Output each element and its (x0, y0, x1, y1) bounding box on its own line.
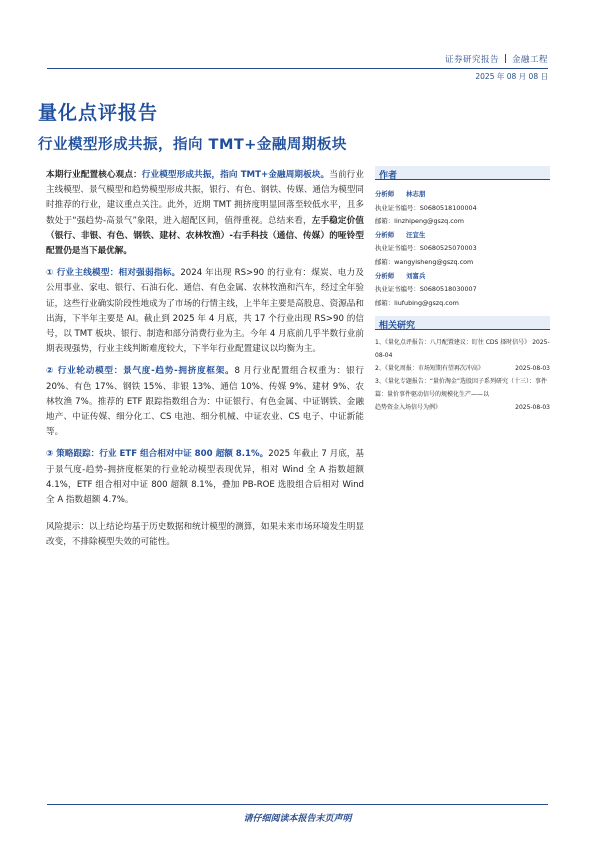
main-column (46, 168, 364, 551)
section-1-title: ① 行业主线模型：相对强弱指标。 (46, 268, 181, 279)
author-email[interactable]: wangyisheng@gszq.com (394, 257, 474, 266)
author-role: 分析师 (375, 190, 395, 198)
summary-lead: 本期行业配置核心观点： (46, 170, 142, 180)
related-date: 2025-08-04 (375, 339, 550, 360)
section-1-paragraph (46, 266, 364, 357)
section-3-paragraph (46, 447, 364, 508)
section-2-body: 8 月行业配置组合权重为：银行 20%、有色 17%、钢铁 15%、非银 13%、通信 10%、传媒 9%、建材 9%、农林牧渔 7%。推荐的 ETF 跟踪指数组合为：中证银行、有色金属、中证钢铁、金融地产、中证传媒、细分化工、CS 电池、细分机械、中证农业、CS 电子、中证新能等。 (46, 366, 365, 438)
author-email[interactable]: linzhipeng@gszq.com (394, 217, 464, 226)
related-date: 2025-08-03 (515, 404, 550, 412)
author-role: 分析师 (375, 271, 395, 280)
related-item[interactable] (375, 375, 550, 414)
section-3-title: ③ 策略跟踪：行业 ETF 组合相对中证 800 超额 8.1%。 (46, 449, 269, 460)
cert-label: 执业证书编号： (375, 244, 420, 253)
section-1-body: 2024 年出现 RS>90 的行业有：煤炭、电力及公用事业、家电、银行、石油石化、通信、有色金属、农林牧渔和汽车，经过全年验证，这些行业确实阶段性地成为了市场的行情主线，上半年主要是高股息、资源品和出海，下半年主要是 AI。截止到 2025 年 4 月底，共 17 个行业出现 RS>90 的信号，以 TMT 板块、银行、制造和部分消费行业为主。今年 4 月底前几乎半数行业前期表现强势，行业主线判断难度较大，下半年行业配置建议以均衡为主。 (46, 268, 364, 355)
email-label: 邮箱： (375, 217, 395, 226)
subcategory-text: 金融工程 (511, 55, 548, 65)
header-separator (505, 54, 506, 63)
report-date: 2025 年 08 月 08 日 (475, 72, 548, 81)
related-title: 1、《量化点评报告：八月配置建议：盯住 CDS 择时信号》 (375, 339, 531, 347)
cert-number: S0680518100004 (419, 203, 477, 212)
author-name: 汪宜生 (406, 230, 426, 239)
summary-lead-highlight: 行业模型形成共振，指向 TMT+金融周期板块。 (141, 170, 330, 180)
summary-conclusion: 左手稳定价值（银行、非银、有色、钢铁、建材、农林牧渔）-右手科技（通信、传媒）的哑铃型配置仍是当下最优解。 (46, 215, 364, 257)
summary-paragraph (46, 168, 364, 259)
summary-body: 当前行业主线模型、景气模型和趋势模型形成共振，银行、有色、钢铁、传媒、通信为模型同时推荐的行业，建议重点关注。此外，近期 TMT 拥挤度明显回落至较低水平，且多数处于“强趋势-高景气”象限，进入超配区间，值得重视。总结来看， (46, 170, 364, 226)
email-label: 邮箱： (375, 257, 395, 266)
author-role: 分析师 (375, 230, 395, 239)
sidebar (375, 166, 550, 414)
cert-number: S0680525070003 (419, 244, 477, 253)
section-2-title: ② 行业轮动模型：景气度-趋势-拥挤度框架。 (46, 366, 235, 377)
related-date: 2025-08-03 (515, 365, 550, 373)
related-title: 3、《量化专题报告：“量价淘金”选股因子系列研究（十三）：事件篇：量价事件驱动信号的规模化生产——以 (375, 378, 548, 399)
related-title: 2、《量化周报：市场短期有望再次冲高》 (375, 365, 484, 373)
related-research-heading: 相关研究 (375, 316, 550, 330)
report-type-title: 量化点评报告 (38, 102, 159, 124)
related-item[interactable] (375, 362, 550, 375)
author-email[interactable]: liufubing@gszq.com (394, 298, 459, 307)
footer-rule (47, 804, 548, 805)
risk-warning: 风险提示：以上结论均基于历史数据和统计模型的测算，如果未来市场环境发生明显改变，不排除模型失效的可能性。 (46, 522, 364, 548)
header-category (445, 53, 548, 65)
related-list (375, 336, 550, 414)
section-2-paragraph (46, 364, 364, 440)
authors-heading: 作者 (375, 166, 550, 180)
cert-number: S0680518030007 (419, 285, 477, 294)
footer-disclaimer: 请仔细阅读本报告末页声明 (243, 814, 352, 824)
related-item[interactable] (375, 336, 550, 362)
cert-label: 执业证书编号： (375, 285, 420, 294)
author-block-1 (375, 188, 550, 229)
author-name: 林志朋 (406, 190, 426, 198)
author-block-3 (375, 270, 550, 311)
category-text: 证券研究报告 (444, 55, 499, 65)
email-label: 邮箱： (375, 298, 395, 307)
author-block-2 (375, 229, 550, 270)
report-headline: 行业模型形成共振，指向 TMT+金融周期板块 (38, 137, 347, 153)
author-name: 刘富兵 (406, 271, 426, 280)
section-3-body: 2025 年截止 7 月底，基于景气度-趋势-拥挤度框架的行业轮动模型表现优异，相对 Wind 全 A 指数超额 4.1%，ETF 组合相对中证 800 超额 8.1%，叠加 PB-ROE 选股组合后相对 Wind 全 A 指数超额 4.7%。 (46, 449, 364, 506)
header-rule (47, 68, 548, 69)
cert-label: 执业证书编号： (375, 203, 420, 212)
related-title-cont: 趋势资金入场信号为例》 (375, 404, 442, 412)
